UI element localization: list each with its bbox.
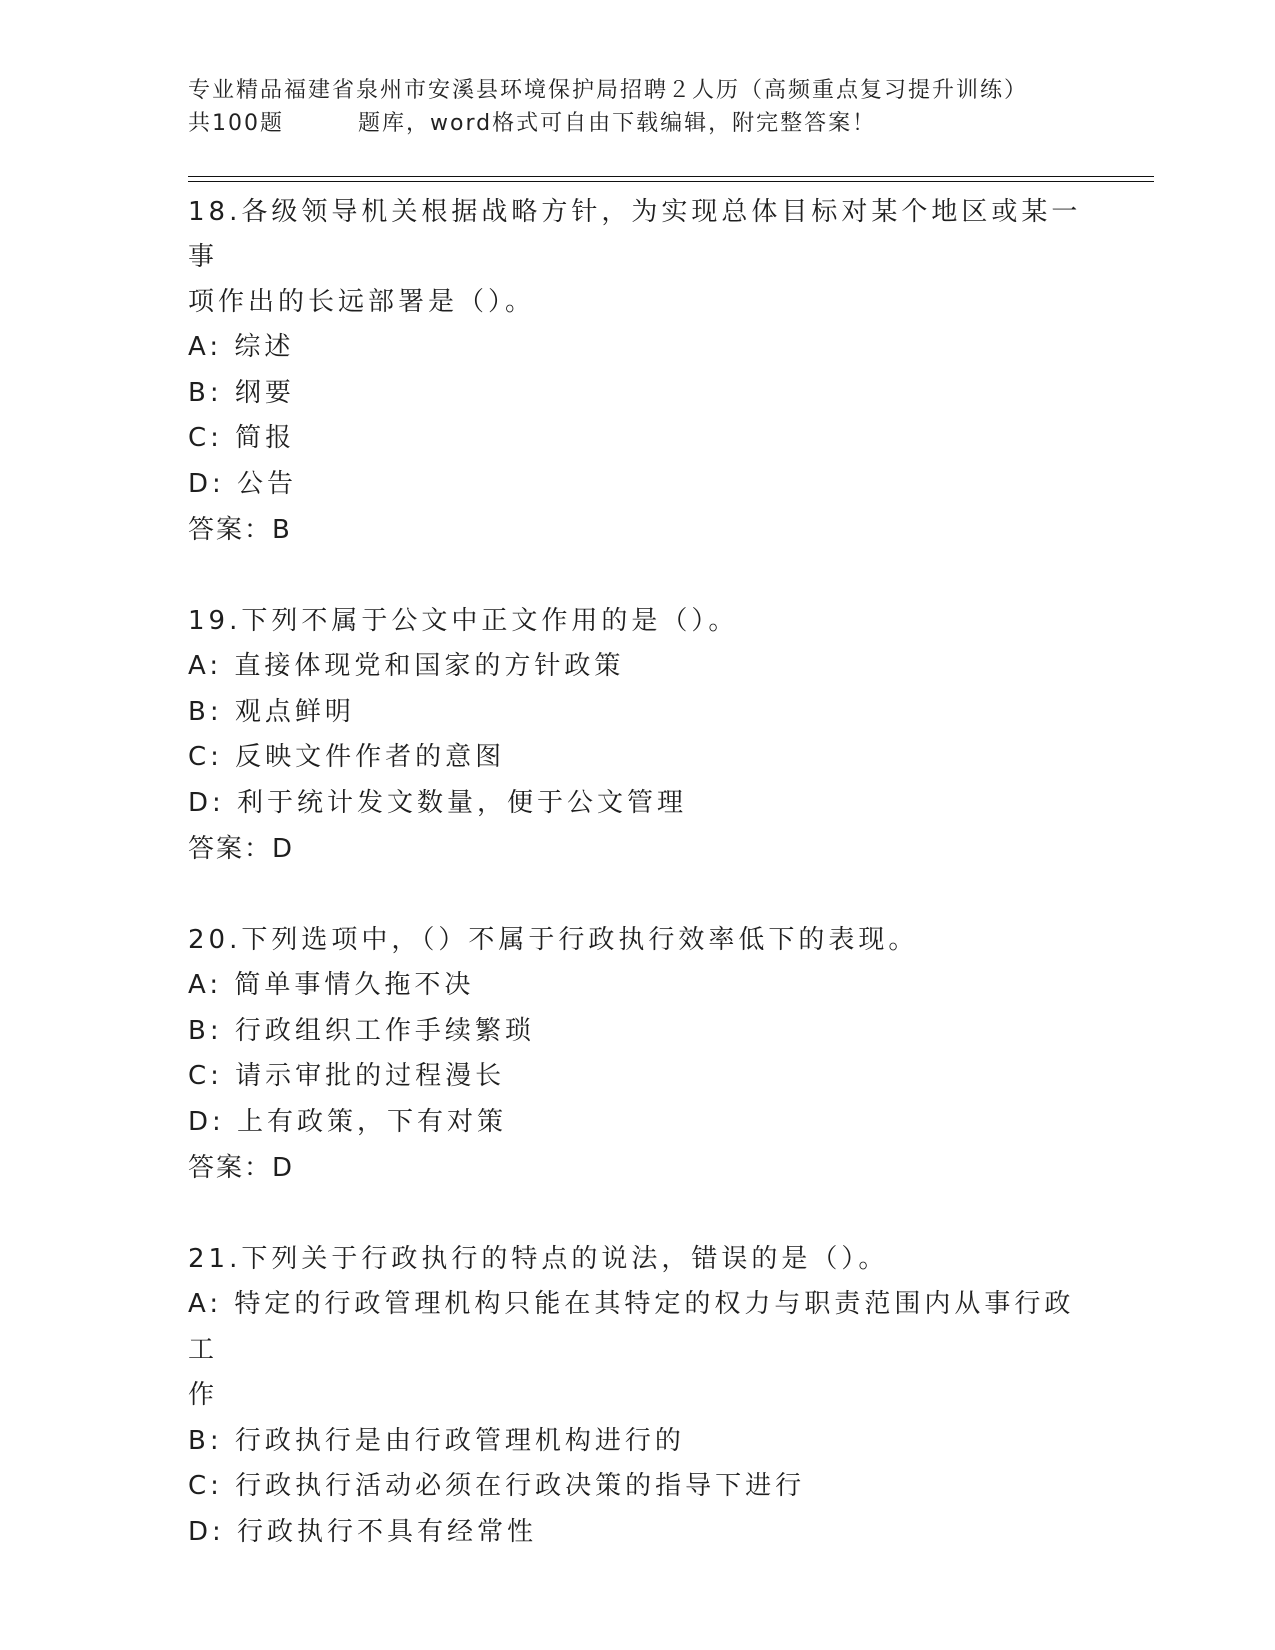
answer-line: 答案：B [188,515,292,545]
option-a: A: 综述 [188,332,295,362]
question-20 [188,918,1088,1191]
option-d: D: 公告 [188,468,298,499]
option-c: C: 简报 [188,423,296,453]
header-description: 题库，word格式可自由下载编辑，附完整答案！ [358,111,877,136]
header-rule-bottom [188,181,1154,182]
question-spacer [188,872,1088,918]
option-a-continued: 作 [188,1380,219,1410]
question-list [188,190,1088,1555]
header-subtitle-line [188,107,1148,140]
header-rule-top [188,176,1154,177]
option-a: A: 简单事情久拖不决 [188,970,475,1000]
question-18 [188,190,1088,553]
question-stem: 19.下列不属于公文中正文作用的是（）。 [188,606,739,636]
option-d: D: 行政执行不具有经常性 [188,1516,538,1547]
option-d: D: 上有政策，下有对策 [188,1106,508,1137]
question-stem: 20.下列选项中，（）不属于行政执行效率低下的表现。 [188,925,919,955]
question-21 [188,1237,1088,1555]
question-19 [188,599,1088,872]
option-b: B: 纲要 [188,377,295,408]
page-header [188,74,1148,140]
question-stem-continued: 项作出的长远部署是（）。 [188,287,536,317]
option-a: A: 直接体现党和国家的方针政策 [188,651,625,681]
option-b: B: 行政执行是由行政管理机构进行的 [188,1425,685,1456]
question-stem: 18.各级领导机关根据战略方针，为实现总体目标对某个地区或某一事 [188,197,1082,272]
option-b: B: 行政组织工作手续繁琐 [188,1015,535,1046]
option-c: C: 反映文件作者的意图 [188,742,506,772]
header-title-line: 专业精品福建省泉州市安溪县环境保护局招聘２人历（高频重点复习提升训练） [188,78,1029,103]
header-question-count: 共100题 [188,111,284,136]
option-c: C: 行政执行活动必须在行政决策的指导下进行 [188,1471,806,1501]
option-b: B: 观点鲜明 [188,696,355,727]
answer-line: 答案：D [188,834,295,864]
option-d: D: 利于统计发文数量，便于公文管理 [188,787,688,818]
option-a: A: 特定的行政管理机构只能在其特定的权力与职责范围内从事行政工 [188,1289,1075,1365]
question-stem: 21.下列关于行政执行的特点的说法，错误的是（）。 [188,1244,889,1274]
question-spacer [188,1191,1088,1237]
question-spacer [188,553,1088,599]
answer-line: 答案：D [188,1153,295,1183]
option-c: C: 请示审批的过程漫长 [188,1061,506,1091]
